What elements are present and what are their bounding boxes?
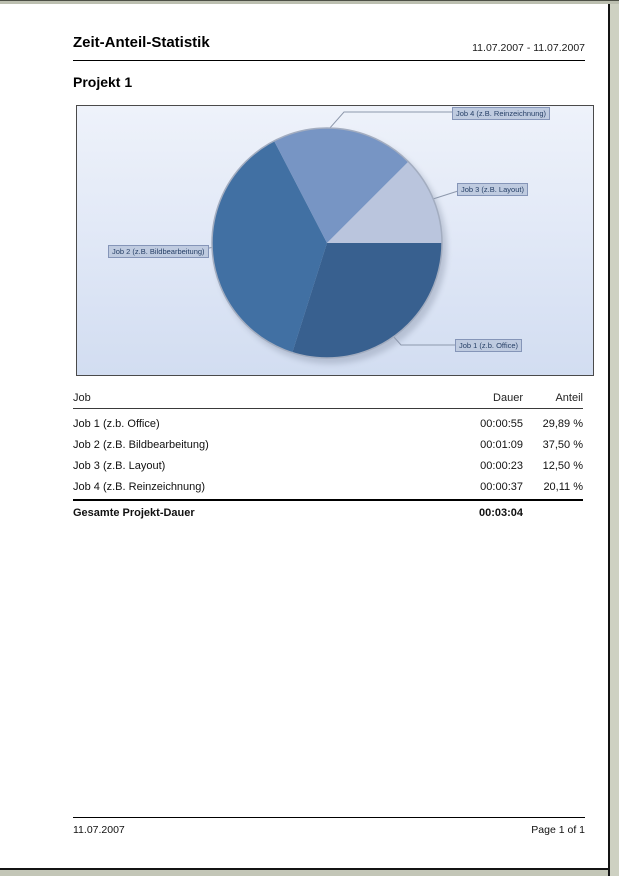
job-table <box>73 392 583 519</box>
table-body <box>73 409 583 497</box>
cell-anteil: 37,50 % <box>542 438 583 451</box>
window-frame-top <box>0 0 619 4</box>
column-header-job: Job <box>73 392 91 404</box>
window-frame-right <box>608 4 619 876</box>
callout-line-job4 <box>329 112 453 129</box>
pie-label-job1: Job 1 (z.b. Office) <box>455 339 522 352</box>
cell-job: Job 1 (z.b. Office) <box>73 417 160 430</box>
footer-date: 11.07.2007 <box>73 824 125 836</box>
total-label: Gesamte Projekt-Dauer <box>73 507 195 519</box>
total-dauer: 00:03:04 <box>478 507 523 519</box>
pie-label-job2: Job 2 (z.B. Bildbearbeitung) <box>108 245 209 258</box>
table-row <box>73 413 583 434</box>
cell-job: Job 2 (z.B. Bildbearbeitung) <box>73 438 209 451</box>
pie-label-job4: Job 4 (z.B. Reinzeichnung) <box>452 107 550 120</box>
callout-line-job3 <box>433 191 458 199</box>
cell-dauer: 00:00:55 <box>480 417 523 430</box>
footer-divider <box>73 817 585 818</box>
column-header-dauer: Dauer <box>493 392 523 404</box>
pie-label-job3: Job 3 (z.B. Layout) <box>457 183 528 196</box>
table-total-row <box>73 499 583 519</box>
cell-anteil: 29,89 % <box>542 417 583 430</box>
table-row <box>73 476 583 497</box>
section-title: Projekt 1 <box>73 74 133 90</box>
column-header-anteil: Anteil <box>555 392 583 404</box>
report-header <box>73 34 585 61</box>
cell-job: Job 3 (z.B. Layout) <box>73 459 166 472</box>
cell-dauer: 00:00:37 <box>480 480 523 493</box>
cell-anteil: 20,11 % <box>543 480 583 493</box>
cell-anteil: 12,50 % <box>542 459 583 472</box>
footer-page-number: Page 1 of 1 <box>531 824 585 836</box>
pie-chart <box>77 106 593 375</box>
table-row <box>73 455 583 476</box>
cell-dauer: 00:01:09 <box>480 438 523 451</box>
page-title: Zeit-Anteil-Statistik <box>73 34 210 51</box>
cell-dauer: 00:00:23 <box>480 459 523 472</box>
table-header-row <box>73 392 583 409</box>
cell-job: Job 4 (z.B. Reinzeichnung) <box>73 480 206 493</box>
total-anteil <box>523 507 583 519</box>
date-range: 11.07.2007 - 11.07.2007 <box>472 42 585 54</box>
table-row <box>73 434 583 455</box>
pie-chart-panel <box>76 105 594 376</box>
window-frame-bottom <box>0 868 608 876</box>
